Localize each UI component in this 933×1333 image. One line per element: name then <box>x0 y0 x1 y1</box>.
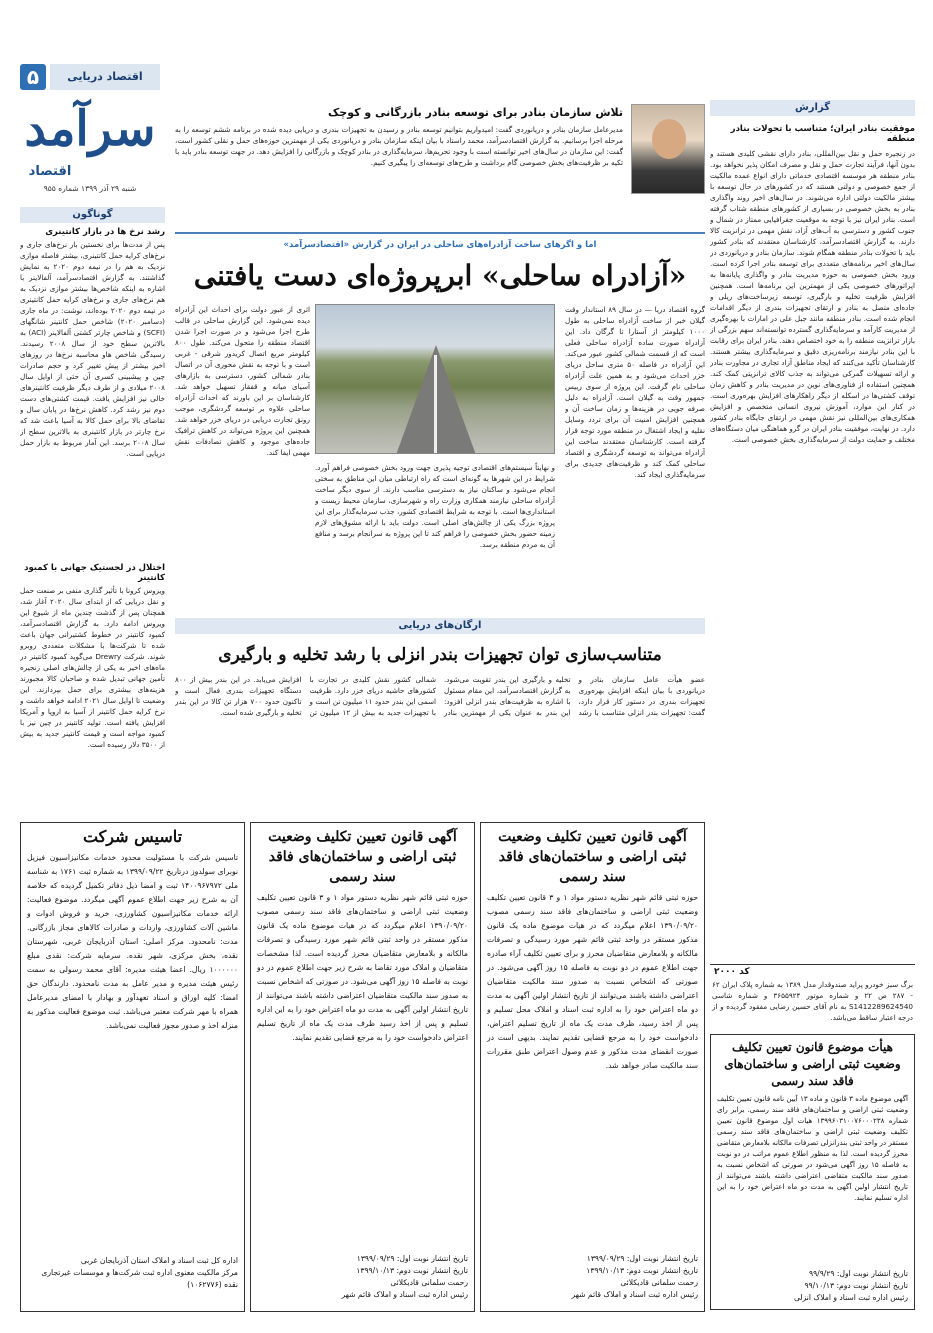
ad-registry-2-footer: تاریخ انتشار نوبت اول: ۱۳۹۹/۰۹/۲۹ تاریخ انتشار نوبت دوم: ۱۳۹۹/۱۰/۱۳ رحمت سلمانی قادیکلائی رئیس اداره ثبت اسناد و املاک قائم شهر <box>341 1254 468 1299</box>
ad-company <box>20 822 245 1312</box>
ad-registry-1-title: آگهی قانون تعیین تکلیف وضعیت ثبتی اراضی و ساختمان‌های فاقد سند رسمی <box>498 829 687 885</box>
left-column <box>20 207 165 777</box>
portrait-face <box>652 119 686 159</box>
masthead <box>20 60 160 230</box>
report-column <box>710 100 915 960</box>
ad-company-body: تاسیس شرکت با مسئولیت محدود خدمات مکانیزاسیون فیزیل نوبرای سولدوز درتاریخ ۱۳۹۹/۰۹/۲۲ به شماره ثبت ۱۷۶۱ به شناسه ملی ۱۴۰۰۹۶۷۹۷۲ ثبت و امضا ذیل دفاتر تکمیل گردیده که خلاصه آن به شرح زیر جهت اطلاع عموم آگهی میگردد. موضوع فعالیت: ارائه خدمات مکانیزاسیون کشاورزی، خرید و فروش ادوات و ماشین آلات کشاورزی، واردات و صادرات کالاهای مجاز بازرگانی. مدت: نامحدود. مرکز اصلی: استان آذربایجان غربی، شهرستان نقده، بخش مرکزی، شهر نقده. سرمایه شرکت: نقدی مبلغ ۱۰۰۰۰۰۰ ریال. اعضا هیئت مدیره: آقای محمد رسولی به سمت رئیس هیئت مدیره و مدیر عامل به مدت نامحدود. دارندگان حق امضا: کلیه اوراق و اسناد تعهدآور و بهادار با امضای مدیرعامل همراه با مهر شرکت معتبر می‌باشد. ثبت موضوع فعالیت مذکور به منزله اخذ و صدور مجوز فعالیت نمی‌باشد. <box>27 853 239 1030</box>
left-item1-text: پس از مدت‌ها برای نخستین بار نرخ‌های جاری و نرخ‌های کرایه حمل کانتینری، بیشتر فاصله موازی نزدیک به هم را در نیمه دوم ۲۰۲۰ به نمایش گذاشتند. به گزارش اقتصادسرآمد، آلفالاینر با اشاره به اینکه شاخص‌ها بیشتر موازی نزدیک به هم نرخ‌های جاری و نرخ‌های کرایه حمل کانتینری در نیمه دوم ۲۰۲۰ بوده‌اند، نوشت: در ماه جاری (دسامبر ۲۰۲۰) شاخص حمل کانتینر شانگهای (SCFI) و شاخص چارتر کشتی آلفالاینر (ACI) به بالاترین سطح خود از سال ۲۰۰۸ رسیدند. رسیدگی شاخص هاو محاسبه نرخ‌ها در روزهای اخیر بیشتر از پیش تغییر کرد و حجم صادرات چین و پیشبینی کسری آن حتی از اوایل سال ۲۰۰۸ میلادی و از طرف دیگر ظرفیت کانتینرهای خالی نیز افزایش یافت. قیمت کشتی‌های دست دوم نیز رشد کرد. کاهش نرخ‌ها در پایان سال و تقاضای بالا برای حمل کالا به آسیا باعث شد که نرخ چارتر در بازار کانتینری به بالاترین سطح از سال ۲۰۰۸ برسد. این آمار مربوط به بازار حمل دریایی است. <box>20 240 165 458</box>
main-story-kicker: اما و اگرهای ساخت آزادراه‌های ساحلی در ایران در گزارش «اقتصادسرآمد» <box>283 240 597 250</box>
section-label: اقتصاد دریایی <box>50 64 160 90</box>
ad-registry-1 <box>480 822 705 1312</box>
main-story-headline: «آزادراه ساحلی» ابرپروژه‌ای دست یافتنی <box>193 259 687 292</box>
top-story-title: تلاش سازمان بنادر برای توسعه بنادر بازرگانی و کوچک <box>328 106 623 119</box>
main-story-body-right: گروه اقتصاد دریا — در سال ۸۹ استاندار وقت گیلان خبر از ساخت آزادراه ساحلی به طول ۱۰۰۰ کیلومتر از آستارا تا گرگان داد. این آزادراه صورت ساده آزادراه ساحلی فعلی است که از قسمت شمالی کشور عبور می‌کند. این آزادراه در فاصله ۵۰ متری ساحل دریای خزر احداث می‌شود و به همین علت آزادراه ساحلی نام گرفت. این پروژه از سوی رییس جمهور وقت به گیلان است. آزادراه به دلیل صرفه جویی در هزینه‌ها و زمان ساخت آن و همچنین افزایش امنیت آن برای تردد وسایل نقلیه و ایجاد اشتغال در منطقه مورد توجه قرار گرفته است. کارشناسان معتقدند ساخت این آزادراه می‌تواند به توسعه گردشگری و اقتصاد ساحلی کمک کند و ظرفیت‌های جدیدی برای سرمایه‌گذاری ایجاد کند. <box>565 305 705 479</box>
left-item1-title: رشد نرخ ها در بازار کانتینری <box>45 227 165 237</box>
lost-notice-text: برگ سبز خودرو پراید صندوقدار مدل ۱۳۸۹ به شماره پلاک ایران ۶۲ - ۲۸۷ ص ۲۲ و شماره موتور ۳۶۵۵۹۲۴ و شماره شاسی S1412289624540 به نام آقای حسین رضایی مفقود گردیده و از درجه اعتبار ساقط می‌باشد. <box>712 980 914 1022</box>
second-story-section: ارگان‌های دریایی <box>175 618 705 634</box>
ad-registry-3 <box>710 1034 915 1310</box>
lost-notice <box>710 964 915 1030</box>
logo-text: سرآمد <box>24 101 156 157</box>
ad-registry-2 <box>250 822 475 1312</box>
left-column-title: گوناگون <box>20 207 165 223</box>
second-story-headline: متناسب‌سازی توان تجهیزات بندر انزلی با رشد تخلیه و بارگیری <box>218 645 662 665</box>
page-number: ۵ <box>20 64 46 90</box>
main-story-body-middle: و نهایتاً سیستم‌های اقتصادی توجیه پذیری جهت ورود بخش خصوصی فراهم آورد. شرایط در این شهرها به گونه‌ای است که راه ارتباطی میان این مناطق به سختی انجام می‌شود و ساکنان نیاز به دسترسی مناسب دارند. از سوی دیگر ساخت آزادراه ساحلی نیازمند همکاری وزارت راه و شهرسازی، سازمان محیط زیست و استانداری‌ها است. با توجه به شرایط اقتصادی کشور، جذب سرمایه‌گذار برای این پروژه بزرگ یکی از چالش‌های اصلی است. دولت باید با ارائه مشوق‌های لازم زمینه حضور بخش خصوصی را فراهم کند تا این پروژه به سرانجام برسد و منافع آن به مردم منطقه برسد. <box>315 463 555 549</box>
ad-registry-2-title: آگهی قانون تعیین تکلیف وضعیت ثبتی اراضی و ساختمان‌های فاقد سند رسمی <box>268 829 457 885</box>
report-text: در زنجیره حمل و نقل بین‌المللی، بنادر دارای نقشی کلیدی هستند و بدون آنها، فرآیند تجارت حمل و نقل و مصرف امکان پذیر نخواهد بود. بنادر منطقه هر موسسه اقتصادی خدماتی دارای انواع عمده مالکیت از جمع خصوصی و دولتی هستند که در کشورهای در حال توسعه با بیشتر مالکیت دولتی اداره می‌شوند. در سال‌های اخیر روند واگذاری بنادر به بخش خصوصی در بسیاری از کشورهای منطقه شتاب گرفته است. بنادر ایران نیز با توجه به موقعیت جغرافیایی ممتاز در شمال و جنوب کشور و دسترسی به آب‌های آزاد، نقش مهمی در ترانزیت کالا دارند. به گزارش اقتصادسرآمد، کارشناسان معتقدند که بنادر کشور باید با تحولات بنادر منطقه همگام شوند. سازمان بنادر و دریانوردی در سال‌های اخیر برنامه‌های متعددی برای توسعه بنادر اجرا کرده است. ورود بخش خصوصی به حوزه مدیریت بنادر و واگذاری پایانه‌ها به اپراتورهای خصوصی یکی از مهمترین این برنامه‌ها است. همچنین افزایش ظرفیت تخلیه و بارگیری، توسعه زیرساخت‌های ریلی و جاده‌ای متصل به بنادر و ارتقای تجهیزات بندری از دیگر اقدامات انجام شده است. بنادر منطقه مانند جبل علی در امارات با بهره‌گیری از مدیریت کارآمد و سرمایه‌گذاری گسترده توانسته‌اند سهم بزرگی از بازار ترانزیت منطقه را به خود اختصاص دهند. بنادر ایران برای رقابت با این بنادر نیازمند برنامه‌ریزی دقیق و سرمایه‌گذاری بیشتر هستند. کارشناسان تأکید می‌کنند که ایجاد مناطق آزاد تجاری در مجاورت بنادر و ارائه تسهیلات گمرکی می‌تواند به جذب کالای ترانزیتی کمک کند. همچنین استفاده از فناوری‌های نوین در مدیریت بنادر و کاهش زمان توقف کشتی‌ها در اسکله از دیگر راهکارهای افزایش بهره‌وری است. در کنار این موارد، آموزش نیروی انسانی متخصص و افزایش همکاری‌های بین‌المللی نیز نقش مهمی در ارتقای جایگاه بنادر کشور دارد. در نهایت، موفقیت بنادر ایران در گرو هماهنگی میان دستگاه‌های مختلف و حمایت دولت از سرمایه‌گذاری بخش خصوصی است. <box>710 149 915 444</box>
ad-registry-2-body: حوزه ثبتی قائم شهر نظریه دستور مواد ۱ و ۳ قانون تعیین تکلیف وضعیت ثبتی اراضی و ساختمان‌های فاقد سند رسمی مصوب ۱۳۹۰/۰۹/۲۰ اعلام میگردد که در هیات موضوع ماده یک قانون مذکور مستقر در واحد ثبتی قائم شهر مورد رسیدگی و تصرفات مالکانه و بلامعارض متقاضیان محرز گردیده است. لذا مشخصات متقاضیان و املاک مورد تقاضا به شرح زیر جهت اطلاع عموم در دو نوبت به فاصله ۱۵ روز آگهی می‌شود. در صورتی که اشخاص نسبت به صدور سند مالکیت متقاضیان اعتراضی داشته باشند می‌توانند از تاریخ انتشار اولین آگهی به مدت دو ماه اعتراض خود را به این اداره تسلیم و پس از اخذ رسید ظرف مدت یک ماه از تاریخ تسلیم اعتراض دادخواست خود را به مرجع قضایی تقدیم نمایند. <box>257 893 468 1042</box>
top-story <box>175 100 705 230</box>
left-item2-text: ویروس کرونا با تأثیر گذاری منفی بر صنعت حمل و نقل دریایی که از ابتدای سال ۲۰۲۰ آغاز شد، همچنان پس از گذشت چندین ماه از شیوع این ویروس ادامه دارد. به گزارش اقتصادسرآمد، کمبود کانتینر در خطوط کشتیرانی جهان باعث شده تا شرکت‌ها با مشکلات متعددی روبرو شوند. شرکت Drewry می‌گوید کمبود کانتینر در ماه‌های اخیر به یکی از چالش‌های اصلی زنجیره تأمین جهانی تبدیل شده و صاحبان کالا مجبورند هزینه‌های بیشتری برای حمل بپردازند. این وضعیت تا اوایل سال ۲۰۲۱ ادامه خواهد داشت و نرخ کرایه حمل کانتینر از آسیا به اروپا و آمریکا افزایش یافته است. تولید کانتینر در چین نیز با کمبود مواجه است و قیمت کانتینر جدید به بیش از ۳۵۰۰ دلار رسیده است. <box>20 586 165 749</box>
road-line <box>434 355 437 454</box>
ad-registry-3-body: آگهی موضوع ماده ۳ قانون و ماده ۱۳ آیین نامه قانون تعیین تکلیف وضعیت ثبتی اراضی و ساختمان‌های فاقد سند رسمی. برابر رای شماره ۱۳۹۹۶۰۳۱۰۰۷۶۰۰۰۲۳۸ هیات اول موضوع قانون تعیین تکلیف وضعیت ثبتی اراضی و ساختمان‌های فاقد سند رسمی مستقر در واحد ثبتی بندرانزلی تصرفات مالکانه بلامعارض متقاضی محرز گردیده است. لذا به منظور اطلاع عموم مراتب در دو نوبت به فاصله ۱۵ روز آگهی می‌شود در صورتی که اشخاص نسبت به صدور سند مالکیت متقاضی اعتراضی داشته باشند می‌توانند از تاریخ انتشار اولین آگهی به مدت دو ماه اعتراض خود را به این اداره تسلیم نمایند. <box>717 1095 908 1202</box>
main-story <box>175 232 705 604</box>
report-section: گزارش <box>710 100 915 116</box>
second-story-text: عضو هیأت عامل سازمان بنادر و دریانوردی با بیان اینکه افزایش بهره‌وری تجهیزات بندری در دستور کار قرار دارد، گفت: تجهیزات بندر انزلی متناسب با رشد تخلیه و بارگیری این بندر تقویت می‌شود. به گزارش اقتصادسرآمد، این مقام مسئول با اشاره به ظرفیت‌های بندر انزلی افزود: این بندر به عنوان یکی از مهمترین بنادر شمالی کشور نقش کلیدی در تجارت با کشورهای حاشیه دریای خزر دارد. ظرفیت اسمی این بندر حدود ۱۱ میلیون تن است و با تجهیزات جدید به بیش از ۱۲ میلیون تن افزایش می‌یابد. در این بندر بیش از ۸۰۰ دستگاه تجهیزات بندری فعال است و تاکنون حدود ۷۰۰ هزار تن کالا در این بندر تخلیه و بارگیری شده است. <box>175 675 705 717</box>
main-story-body-left: اثری از عبور دولت برای احداث این آزادراه دیده نمی‌شود. این گزارش ساحلی در قالب طرح اجرا می‌شود و در صورت اجرا شدن اقتصاد منطقه را متحول می‌کند. طول ۸۰۰ کیلومتر مربع اتصال کریدور شرقی - غربی است و با توجه به نقش محوری آن در اتصال بنادر شمالی کشور، دسترسی به بازارهای آسیای میانه و قفقاز تسهیل خواهد شد. کارشناسان بر این باورند که احداث آزادراه ساحلی علاوه بر توسعه گردشگری، موجب رونق تجارت دریایی در دریای خزر خواهد شد. همچنین این پروژه می‌تواند در کاهش ترافیک جاده‌های موجود و کاهش تصادفات نقش مهمی ایفا کند. <box>175 305 310 457</box>
ad-registry-3-footer: تاریخ انتشار نوبت اول: ۹۹/۹/۲۹ تاریخ انتشار نوبت دوم: ۹۹/۱۰/۱۳ رئیس اداره ثبت اسناد و املاک انزلی <box>793 1269 908 1302</box>
ad-company-footer: اداره کل ثبت اسناد و املاک استان آذربایجان غربی مرکز مالکیت معنوی اداره ثبت شرکت‌ها و موسسات غیرتجاری نقده (۱۰۶۲۷۷۶) <box>41 1256 238 1289</box>
date-line: شنبه ۲۹ آذر ۱۳۹۹ شماره ۹۵۵ <box>43 184 137 193</box>
ad-registry-3-title: هیأت موضوع قانون تعیین تکلیف وضعیت ثبتی اراضی و ساختمان‌های فاقد سند رسمی <box>724 1040 901 1088</box>
top-story-photo <box>631 104 705 194</box>
main-story-photo <box>315 304 555 454</box>
report-title: موفقیت بنادر ایران؛ متناسب با تحولات بنادر منطقه <box>730 124 915 144</box>
second-story <box>175 618 705 790</box>
ad-registry-1-body: حوزه ثبتی قائم شهر نظریه دستور مواد ۱ و ۳ قانون تعیین تکلیف وضعیت ثبتی اراضی و ساختمان‌های فاقد سند رسمی مصوب ۱۳۹۰/۰۹/۲۰ اعلام میگردد که در هیات موضوع ماده یک قانون مذکور مستقر در واحد ثبتی قائم شهر مورد رسیدگی و تصرفات مالکانه و بلامعارض متقاضیان محرز و برای تعیین تکلیف آراء صادره جهت اطلاع عموم در دو نوبت به فاصله ۱۵ روز آگهی می‌شود. در صورتی که اشخاص نسبت به صدور سند مالکیت متقاضیان اعتراضی داشته باشند می‌توانند از تاریخ انتشار اولین آگهی به مدت دو ماه اعتراض خود را به اداره ثبت اسناد و املاک محل تسلیم و پس از اخذ رسید، ظرف مدت یک ماه از تاریخ تسلیم اعتراض، دادخواست خود را به مرجع قضایی تقدیم نمایند. بدیهی است در صورت انقضای مدت مذکور و عدم وصول اعتراض طبق مقررات سند مالکیت صادر خواهد شد. <box>487 893 698 1070</box>
ad-registry-1-footer: تاریخ انتشار نوبت اول: ۱۳۹۹/۰۹/۲۹ تاریخ انتشار نوبت دوم: ۱۳۹۹/۱۰/۱۳ رحمت سلمانی قادیکلائی رئیس اداره ثبت اسناد و املاک قائم شهر <box>571 1254 698 1299</box>
top-story-text: مدیرعامل سازمان بنادر و دریانوردی گفت: امیدواریم بتوانیم توسعه بنادر و رسیدن به تجهیزات بندری و دریایی دیده شده در برنامه ششم توسعه را به مرحله اجرا برسانیم. به گزارش اقتصادسرآمد، محمد راستاد با بیان اینکه سازمان بنادر و دریانوردی یکی از مهمترین حوزه‌های حمل و نقلی کشور است، گفت: این سازمان در سال‌های اخیر توانسته است با وجود تحریم‌ها، سرمایه‌گذاری در بنادر کوچک و بازرگانی را افزایش دهد. در جهت توسعه بنادر باید با تکیه بر ظرفیت‌های بخش خصوصی گام برداشت و طرح‌های توسعه‌ای را پیگیری کنیم. <box>175 125 623 167</box>
logo-sub: اقتصاد <box>28 164 72 179</box>
ad-company-title: تاسیس شرکت <box>82 827 183 846</box>
lost-notice-amount: کد ۲۰۰۰ <box>714 967 750 977</box>
left-item2-title: اختلال در لجستیک جهانی با کمبود کانتینر <box>24 563 165 583</box>
